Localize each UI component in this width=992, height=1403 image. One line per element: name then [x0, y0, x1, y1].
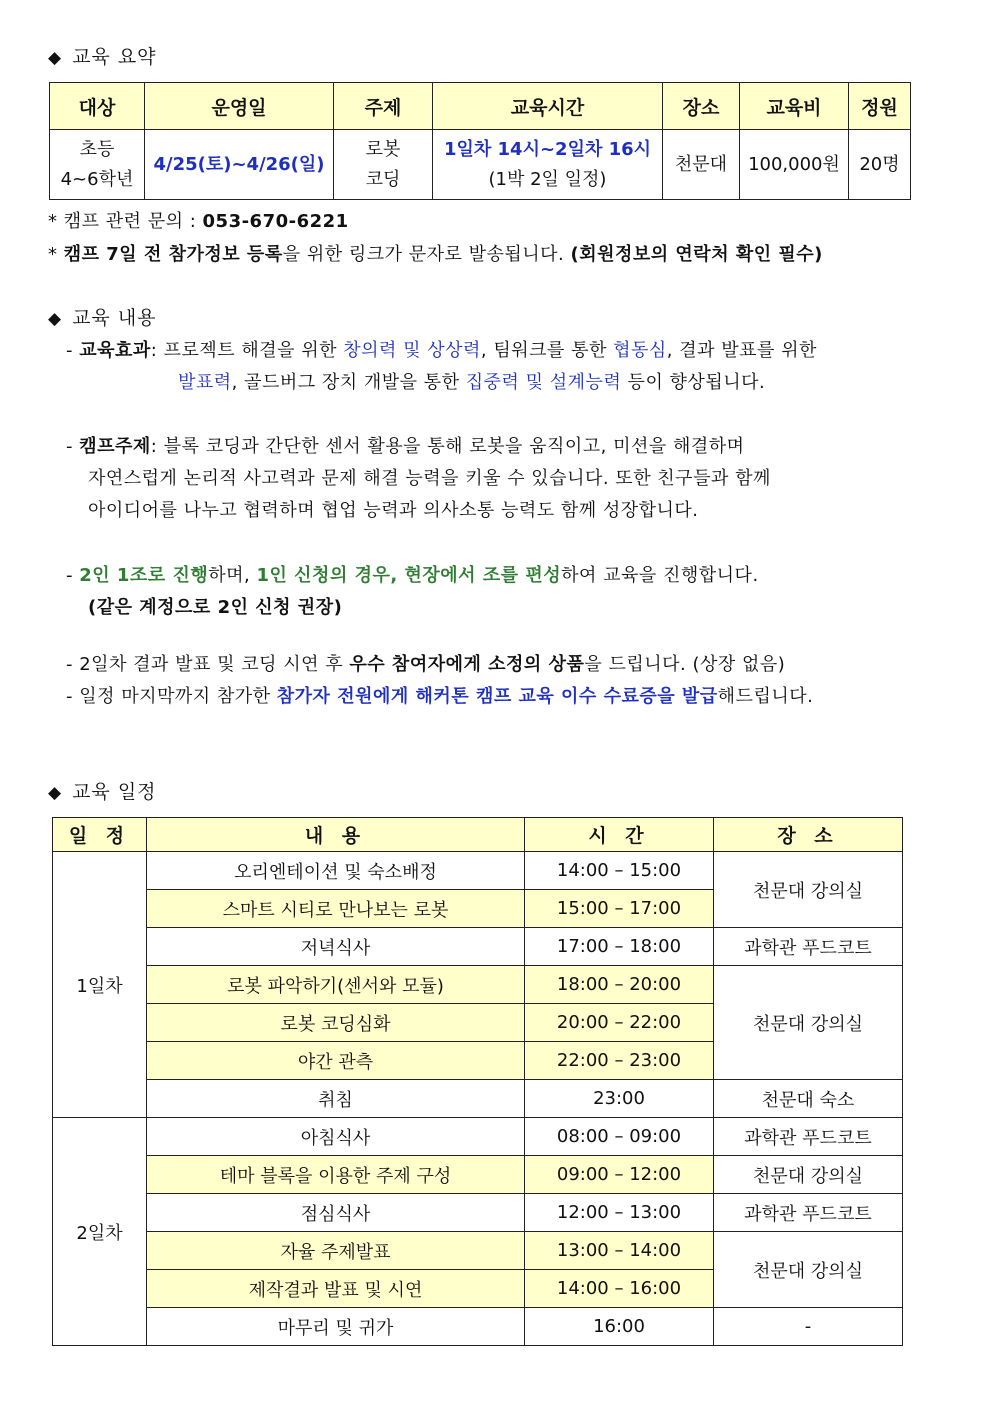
row-time: 13:00 – 14:00 — [525, 1232, 714, 1270]
effect-line-1: - 교육효과: 프로젝트 해결을 위한 창의력 및 상상력, 팀워크를 통한 협동심, 결과 발표를 위한 — [66, 340, 817, 361]
table-row — [53, 1080, 903, 1118]
row-content: 오리엔테이션 및 숙소배정 — [147, 852, 525, 890]
effect-line-2: 발표력, 골드버그 장치 개발을 통한 집중력 및 설계능력 등이 향상됩니다. — [178, 372, 766, 393]
row-place: 과학관 푸드코트 — [714, 1194, 903, 1232]
header-dates: 운영일 — [145, 83, 334, 130]
row-place: 천문대 강의실 — [714, 1232, 903, 1308]
row-time: 20:00 – 22:00 — [525, 1004, 714, 1042]
certificate-line: - 일정 마지막까지 참가한 참가자 전원에게 해커톤 캠프 교육 이수 수료증을 발급해드립니다. — [66, 686, 814, 707]
header-place: 장소 — [663, 83, 740, 130]
row-time: 14:00 – 15:00 — [525, 852, 714, 890]
cell-place: 천문대 — [663, 130, 740, 200]
row-place: 과학관 푸드코트 — [714, 928, 903, 966]
section-heading-summary: ◆ 교육 요약 — [48, 46, 157, 68]
row-content: 야간 관측 — [147, 1042, 525, 1080]
table-row — [53, 1308, 903, 1346]
theme-line-2: 자연스럽게 논리적 사고력과 문제 해결 능력을 키울 수 있습니다. 또한 친구들과 함께 — [88, 468, 771, 489]
row-content: 제작결과 발표 및 시연 — [147, 1270, 525, 1308]
day-1-cell: 1일차 — [53, 852, 147, 1118]
award-line: - 2일차 결과 발표 및 코딩 시연 후 우수 참여자에게 소정의 상품을 드립니다. (상장 없음) — [66, 654, 786, 675]
header-target: 대상 — [50, 83, 145, 130]
row-time: 09:00 – 12:00 — [525, 1156, 714, 1194]
row-place: 천문대 강의실 — [714, 1156, 903, 1194]
row-content: 로봇 코딩심화 — [147, 1004, 525, 1042]
row-time: 15:00 – 17:00 — [525, 890, 714, 928]
inquiry-phone: 053-670-6221 — [202, 211, 349, 232]
inquiry-note: * 캠프 관련 문의 : 053-670-6221 — [48, 211, 349, 232]
diamond-bullet-icon: ◆ — [48, 309, 63, 329]
summary-data-row — [50, 130, 911, 200]
cell-topic: 로봇 코딩 — [334, 130, 433, 200]
row-content: 스마트 시티로 만나보는 로봇 — [147, 890, 525, 928]
cell-target: 초등 4~6학년 — [50, 130, 145, 200]
team-line-2: (같은 계정으로 2인 신청 권장) — [88, 597, 343, 618]
theme-line-3: 아이디어를 나누고 협력하며 협업 능력과 의사소통 능력도 함께 성장합니다. — [88, 500, 699, 521]
row-time: 12:00 – 13:00 — [525, 1194, 714, 1232]
row-content: 저녁식사 — [147, 928, 525, 966]
header-time: 교육시간 — [433, 83, 663, 130]
row-time: 14:00 – 16:00 — [525, 1270, 714, 1308]
schedule-table — [52, 817, 903, 1346]
row-time: 23:00 — [525, 1080, 714, 1118]
row-place: 천문대 숙소 — [714, 1080, 903, 1118]
section-heading-schedule: ◆ 교육 일정 — [48, 781, 157, 803]
row-time: 16:00 — [525, 1308, 714, 1346]
row-time: 08:00 – 09:00 — [525, 1118, 714, 1156]
cell-time: 1일차 14시~2일차 16시 (1박 2일 일정) — [433, 130, 663, 200]
row-content: 자율 주제발표 — [147, 1232, 525, 1270]
row-place: 천문대 강의실 — [714, 852, 903, 928]
header-fee: 교육비 — [740, 83, 849, 130]
row-place: - — [714, 1308, 903, 1346]
section-heading-content: ◆ 교육 내용 — [48, 307, 157, 329]
table-row — [53, 1156, 903, 1194]
team-line-1: - 2인 1조로 진행하며, 1인 신청의 경우, 현장에서 조를 편성하여 교육을 진행합니다. — [66, 565, 759, 586]
cell-dates: 4/25(토)~4/26(일) — [145, 130, 334, 200]
theme-line-1: - 캠프주제: 블록 코딩과 간단한 센서 활용을 통해 로봇을 움직이고, 미션을 해결하며 — [66, 436, 745, 457]
table-row — [53, 1232, 903, 1270]
row-time: 17:00 – 18:00 — [525, 928, 714, 966]
schedule-header-row — [53, 818, 903, 852]
row-content: 취침 — [147, 1080, 525, 1118]
registration-note: * 캠프 7일 전 참가정보 등록을 위한 링크가 문자로 발송됩니다. (회원정보의 연락처 확인 필수) — [48, 244, 823, 265]
day-2-cell: 2일차 — [53, 1118, 147, 1346]
row-content: 점심식사 — [147, 1194, 525, 1232]
cell-capacity: 20명 — [849, 130, 911, 200]
row-content: 마무리 및 귀가 — [147, 1308, 525, 1346]
table-row — [53, 1118, 903, 1156]
header-capacity: 정원 — [849, 83, 911, 130]
table-row — [53, 852, 903, 890]
header-content: 내 용 — [147, 818, 525, 852]
row-content: 아침식사 — [147, 1118, 525, 1156]
cell-fee: 100,000원 — [740, 130, 849, 200]
diamond-bullet-icon: ◆ — [48, 48, 63, 68]
header-place: 장 소 — [714, 818, 903, 852]
header-topic: 주제 — [334, 83, 433, 130]
table-row — [53, 1194, 903, 1232]
row-content: 테마 블록을 이용한 주제 구성 — [147, 1156, 525, 1194]
row-content: 로봇 파악하기(센서와 모듈) — [147, 966, 525, 1004]
row-time: 22:00 – 23:00 — [525, 1042, 714, 1080]
table-row — [53, 928, 903, 966]
header-day: 일 정 — [53, 818, 147, 852]
table-row — [53, 966, 903, 1004]
row-time: 18:00 – 20:00 — [525, 966, 714, 1004]
header-time: 시 간 — [525, 818, 714, 852]
summary-table — [49, 82, 911, 200]
row-place: 천문대 강의실 — [714, 966, 903, 1080]
summary-header-row — [50, 83, 911, 130]
diamond-bullet-icon: ◆ — [48, 783, 63, 803]
row-place: 과학관 푸드코트 — [714, 1118, 903, 1156]
